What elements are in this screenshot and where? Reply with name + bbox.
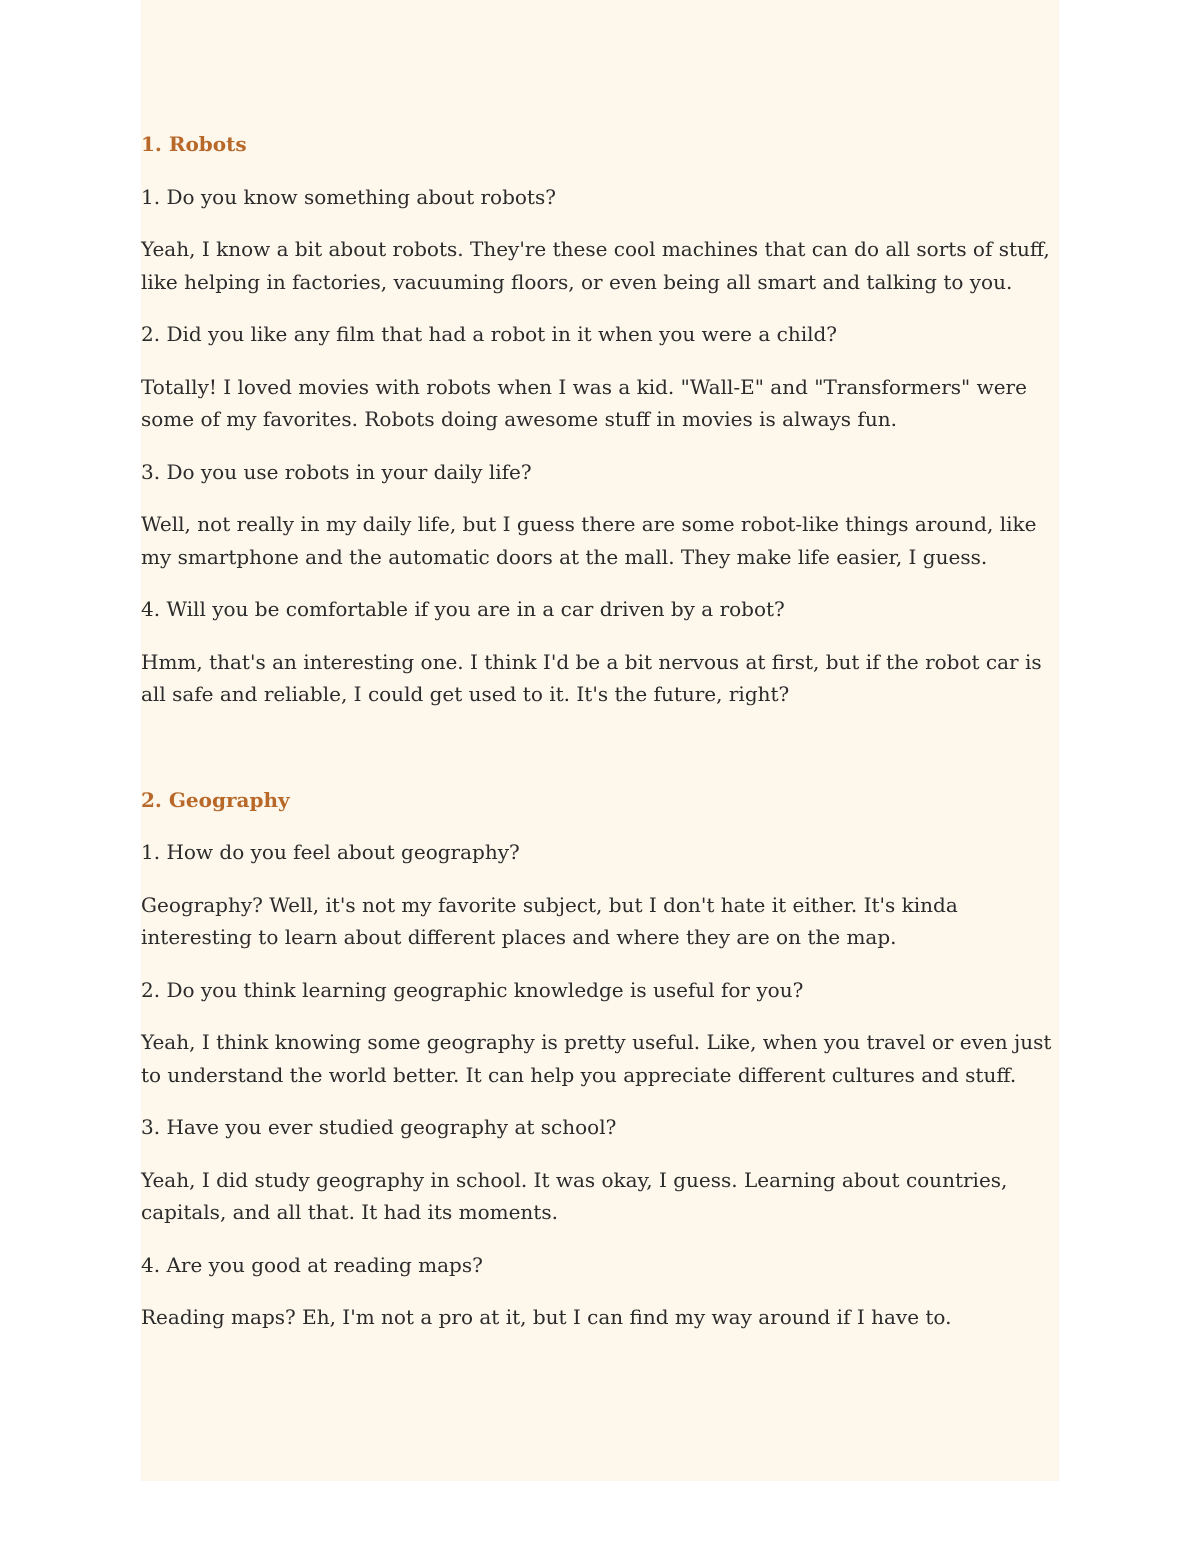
question: 1. How do you feel about geography?	[141, 840, 520, 864]
section-spacer	[141, 731, 1066, 784]
question: 2. Did you like any film that had a robot in it when you were a child?	[141, 322, 838, 346]
section-title: 2. Geography	[141, 787, 290, 812]
answer: Totally! I loved movies with robots when I was a kid. "Wall-E" and "Transformers" were some of my favorites. Robots doing awesome stuff in movies is always fun.	[141, 374, 1027, 431]
answer: Geography? Well, it's not my favorite subject, but I don't hate it either. It's kinda interesting to learn about different places and where they are on the map.	[141, 892, 958, 949]
section-title: 1. Robots	[141, 132, 247, 156]
document-content	[141, 128, 1066, 1354]
answer: Yeah, I did study geography in school. It was okay, I guess. Learning about countries, capitals, and all that. It had its moments.	[141, 1167, 1008, 1224]
question: 2. Do you think learning geographic knowledge is useful for you?	[141, 977, 804, 1002]
question: 1. Do you know something about robots?	[141, 184, 556, 209]
answer: Reading maps? Eh, I'm not a pro at it, but I can find my way around if I have to.	[141, 1305, 952, 1329]
answer: Hmm, that's an interesting one. I think I'd be a bit nervous at first, but if the robot car is all safe and reliable, I could get used to it. It's the future, right?	[141, 649, 1042, 706]
question: 3. Do you use robots in your daily life?	[141, 459, 532, 484]
question: 3. Have you ever studied geography at school?	[141, 1115, 617, 1139]
section-robots	[141, 128, 1066, 711]
answer: Yeah, I know a bit about robots. They're these cool machines that can do all sorts of stuff, like helping in factories, vacuuming floors, or even being all smart and talking to you.	[141, 237, 1050, 294]
question: 4. Will you be comfortable if you are in a car driven by a robot?	[141, 597, 785, 621]
answer: Yeah, I think knowing some geography is pretty useful. Like, when you travel or even just to understand the world better. It can help you appreciate different cultures and stuff.	[141, 1030, 1052, 1087]
section-geography	[141, 784, 1066, 1334]
answer: Well, not really in my daily life, but I guess there are some robot-like things around, like my smartphone and the automatic doors at the mall. They make life easier, I guess.	[141, 512, 1037, 569]
question: 4. Are you good at reading maps?	[141, 1252, 483, 1277]
